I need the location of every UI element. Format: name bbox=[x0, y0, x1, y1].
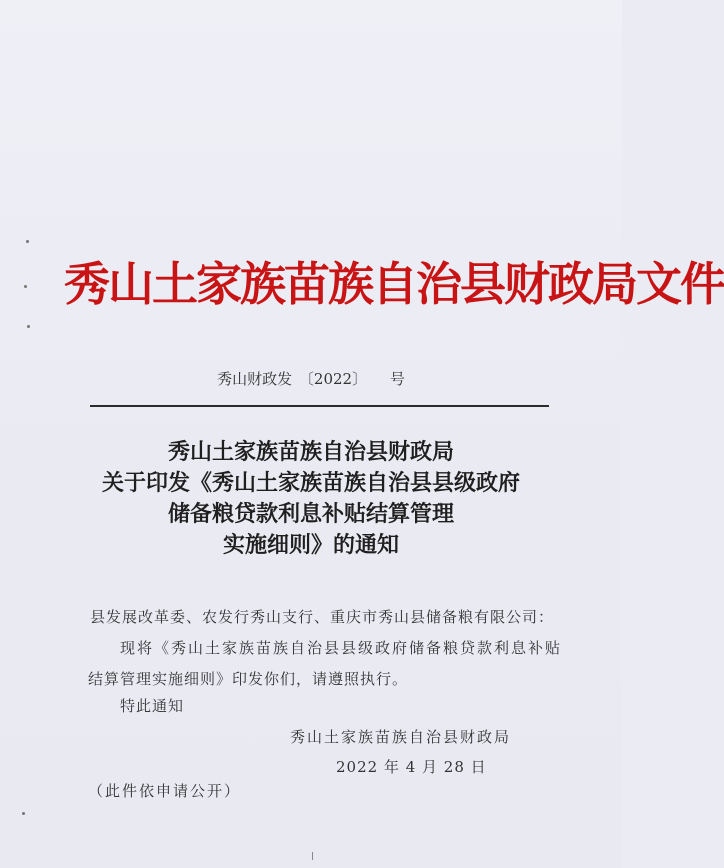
doc-number-prefix: 秀山财政发 bbox=[217, 370, 293, 388]
notice-title-line: 实施细则》的通知 bbox=[222, 532, 399, 558]
scan-speck bbox=[27, 325, 30, 328]
signature-date: 2022 年 4 月 28 日 bbox=[336, 758, 487, 776]
scan-speck bbox=[24, 285, 27, 288]
page-footer-mark bbox=[312, 852, 313, 860]
signature-organization: 秀山土家族苗族自治县财政局 bbox=[290, 728, 512, 746]
scan-speck bbox=[22, 812, 25, 815]
notice-title bbox=[0, 437, 622, 561]
notice-title-line: 秀山土家族苗族自治县财政局 bbox=[167, 439, 454, 465]
scan-speck bbox=[26, 240, 29, 243]
special-notice: 特此通知 bbox=[120, 697, 185, 715]
notice-title-line: 储备粮贷款利息补贴结算管理 bbox=[167, 501, 454, 527]
document-header-title: 秀山土家族苗族自治县财政局文件 bbox=[64, 257, 724, 311]
document-number bbox=[0, 368, 622, 389]
doc-number-year: 〔2022〕 bbox=[298, 370, 368, 388]
notice-title-line: 关于印发《秀山土家族苗族自治县县级政府 bbox=[101, 470, 520, 496]
body-paragraph-line: 现将《秀山土家族苗族自治县县级政府储备粮贷款利息补贴 bbox=[120, 639, 563, 657]
recipients-line: 县发展改革委、农发行秀山支行、重庆市秀山县储备粮有限公司： bbox=[90, 608, 555, 626]
disclosure-note: （此件依申请公开） bbox=[88, 782, 242, 800]
body-paragraph-line: 结算管理实施细则》印发你们，请遵照执行。 bbox=[88, 670, 409, 688]
header-divider bbox=[90, 405, 549, 407]
doc-number-suffix: 号 bbox=[389, 370, 405, 388]
